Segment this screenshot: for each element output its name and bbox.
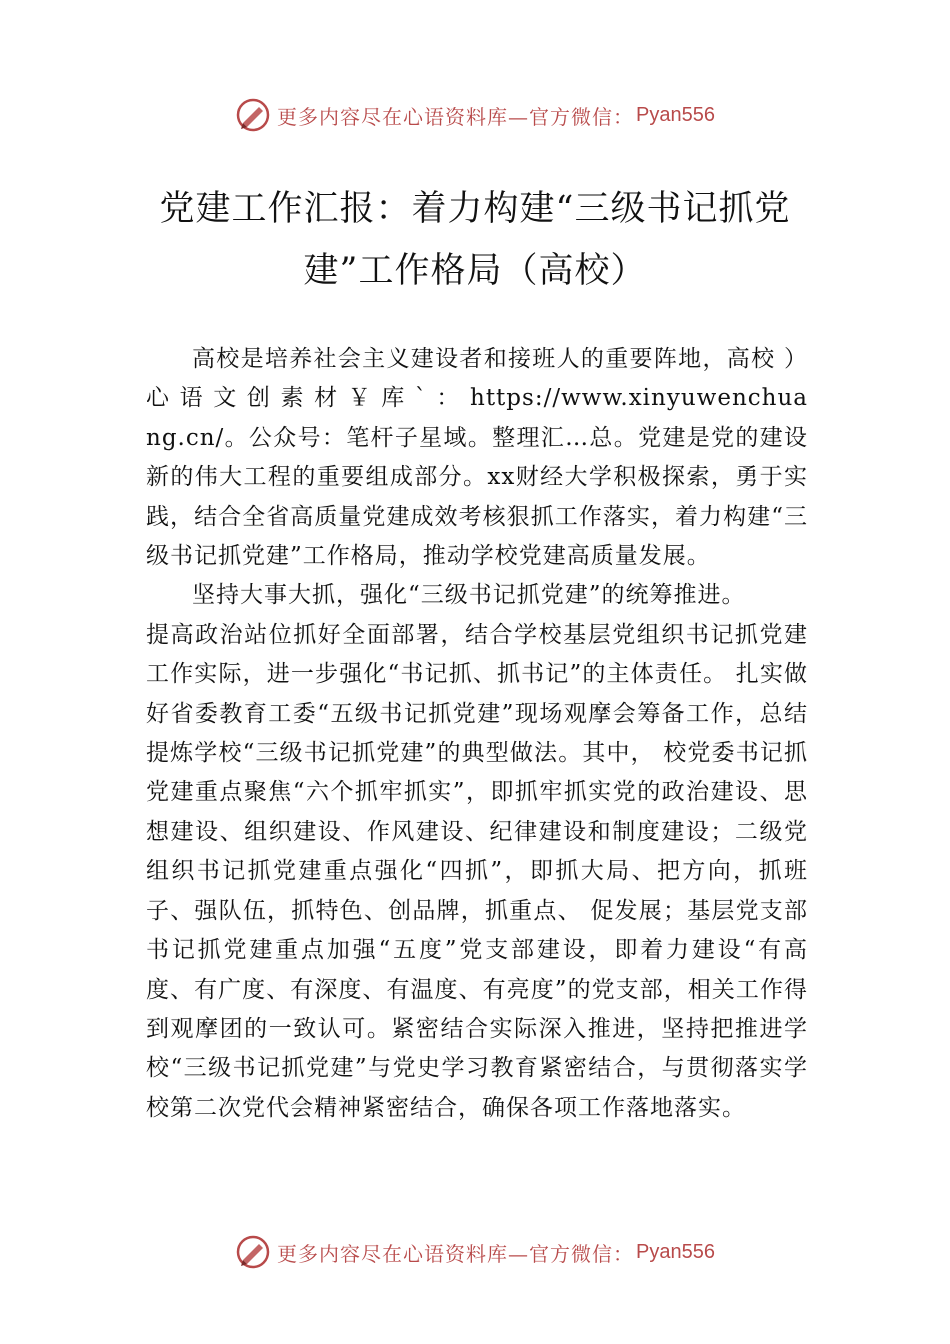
paragraph: 坚持大事大抓，强化“三级书记抓党建”的统筹推进。	[192, 582, 746, 609]
pen-logo-icon	[235, 1234, 271, 1270]
document-title: 党建工作汇报：着力构建“三级书记抓党建”工作格局（高校）	[159, 189, 791, 291]
header-watermark	[0, 95, 950, 135]
watermark-text: 更多内容尽在心语资料库—官方微信：	[277, 104, 635, 129]
paragraph: 提高政治站位抓好全面部署，结合学校基层党组织书记抓党建工作实际，进一步强化“书记抓、抓书记”的主体责任。 扎实做好省委教育工委“五级书记抓党建”现场观摩会筹备工作，总结提炼学校“三级书记抓党建”的典型做法。其中， 校党委书记抓党建重点聚焦“六个抓牢抓实”，即抓牢抓实党的政治建设、思想建设、组织建设、作风建设、纪律建设和制度建设；二级党组织书记抓党建重点强化“四抓”，即抓大局、把方向，抓班子、强队伍，抓特色、创品牌，抓重点、 促发展；基层党支部书记抓党建重点加强“五度”党支部建设，即着力建设“有高度、有广度、有深度、有温度、有亮度”的党支部，相关工作得到观摩团的一致认可。紧密结合实际深入推进，坚持把推进学校“三级书记抓党建”与党史学习教育紧密结合，与贯彻落实学校第二次党代会精神紧密结合，确保各项工作落地落实。	[146, 621, 808, 1121]
paragraph: 高校是培养社会主义建设者和接班人的重要阵地，高校 ） 心 语 文 创 素 材 ￥ 库 ` ： https://www.xinyuwenchuang.cn/。公众号：笔杆子星域。整理汇…总。党建是党的建设新的伟大工程的重要组成部分。xx财经大学积极探索，勇于实践，结合全省高质量党建成效考核狠抓工作落实，着力构建“三级书记抓党建”工作格局，推动学校党建高质量发展。	[146, 346, 808, 570]
pen-logo-icon	[235, 97, 271, 133]
watermark-handle: Pyan556	[636, 103, 715, 126]
watermark-text: 更多内容尽在心语资料库—官方微信：	[277, 1241, 635, 1266]
watermark-handle: Pyan556	[636, 1240, 715, 1263]
footer-watermark	[0, 1232, 950, 1272]
document-body	[146, 340, 808, 1128]
